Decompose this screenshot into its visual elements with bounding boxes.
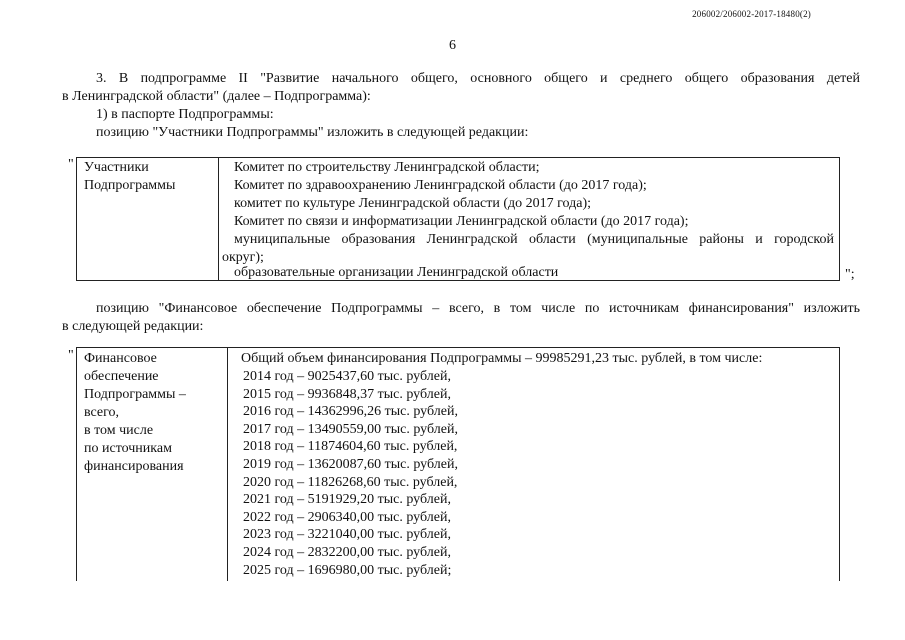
financing-year-row: 2019 год – 13620087,60 тыс. рублей,	[243, 457, 458, 472]
item-1: 1) в паспорте Подпрограммы:	[96, 107, 274, 122]
financing-year-row: 2017 год – 13490559,00 тыс. рублей,	[243, 421, 458, 437]
financing-year-row: 2025 год – 1696980,00 тыс. рублей;	[243, 562, 452, 578]
participant-item: Комитет по здравоохранению Ленинградской области (до 2017 года);	[234, 178, 647, 193]
financing-label-line: финансирования	[84, 459, 184, 474]
financing-year-row: 2015 год – 9936848,37 тыс. рублей,	[243, 386, 451, 402]
participants-table-divider	[218, 158, 219, 280]
financing-year-row: 2018 год – 11874604,60 тыс. рублей,	[243, 439, 458, 455]
financing-label-line: обеспечение	[84, 369, 159, 384]
financing-year-row: 2020 год – 11826268,60 тыс. рублей,	[243, 474, 458, 490]
financing-year-row: 2024 год – 2832200,00 тыс. рублей,	[243, 545, 451, 560]
financing-year-row: 2014 год – 9025437,60 тыс. рублей,	[243, 369, 451, 384]
financing-table	[76, 347, 840, 581]
financing-total: Общий объем финансирования Подпрограммы – 99985291,23 тыс. рублей, в том числе:	[241, 351, 763, 366]
table1-close-quote: ";	[845, 267, 855, 282]
participant-item-continuation: округ);	[222, 250, 264, 265]
financing-table-divider	[227, 348, 228, 581]
participant-item: Комитет по строительству Ленинградской области;	[234, 160, 540, 175]
page-number: 6	[449, 38, 456, 53]
financing-label-line: в том числе	[84, 423, 154, 438]
financing-year-row: 2021 год – 5191929,20 тыс. рублей,	[243, 492, 451, 508]
financing-label-line: Подпрограммы –	[84, 387, 186, 402]
intro-line-2: в Ленинградской области" (далее – Подпрограмма):	[62, 89, 371, 104]
participant-item: Комитет по связи и информатизации Ленинградской области (до 2017 года);	[234, 214, 689, 229]
financing-year-row: 2022 год – 2906340,00 тыс. рублей,	[243, 509, 451, 525]
participant-item: муниципальные образования Ленинградской области (муниципальные районы и городской	[234, 232, 834, 247]
position-2-instruction-line-1: позицию "Финансовое обеспечение Подпрограммы – всего, в том числе по источникам финансирования" изложить	[96, 301, 860, 316]
intro-line-1: 3. В подпрограмме II "Развитие начального общего, основного общего и среднего общего образования детей	[96, 71, 860, 86]
financing-year-row: 2016 год – 14362996,26 тыс. рублей,	[243, 404, 458, 420]
participants-label-line-1: Участники	[84, 160, 149, 175]
financing-label-line: всего,	[84, 405, 120, 420]
participants-label-line-2: Подпрограммы	[84, 178, 176, 193]
participant-item: комитет по культуре Ленинградской области (до 2017 года);	[234, 196, 592, 211]
table2-open-quote: "	[68, 348, 74, 363]
financing-year-row: 2023 год – 3221040,00 тыс. рублей,	[243, 527, 451, 543]
financing-label-line: Финансовое	[84, 351, 157, 366]
financing-label-line: по источникам	[84, 441, 172, 456]
participant-item: образовательные организации Ленинградской области	[234, 265, 559, 280]
position-2-instruction-line-2: в следующей редакции:	[62, 319, 204, 334]
document-registration-number: 206002/206002-2017-18480(2)	[692, 9, 811, 19]
position-1-instruction: позицию "Участники Подпрограммы" изложить в следующей редакции:	[96, 125, 529, 140]
table1-open-quote: "	[68, 157, 74, 172]
